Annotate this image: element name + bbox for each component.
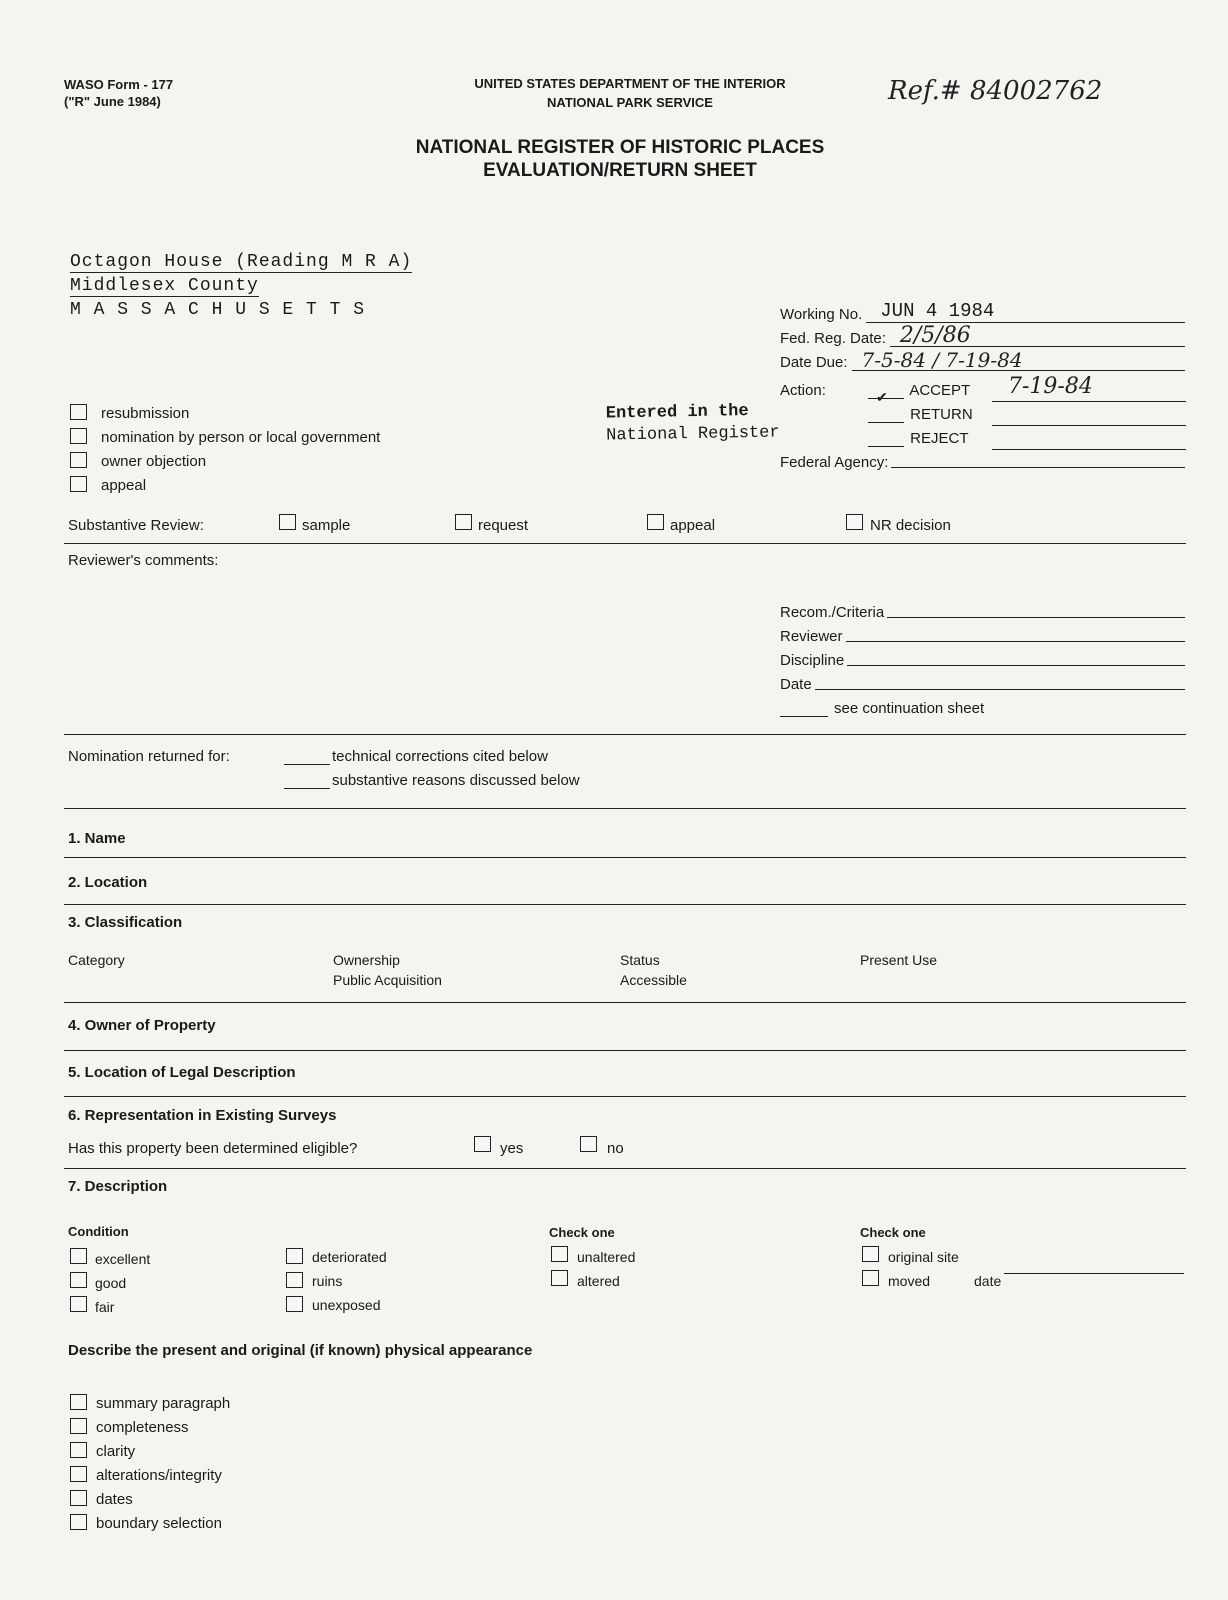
accept-label: ACCEPT bbox=[909, 382, 971, 399]
appearance-label: Describe the present and original (if known) physical appearance bbox=[68, 1342, 533, 1359]
technical-label: technical corrections cited below bbox=[332, 748, 548, 765]
appeal-review-checkbox[interactable] bbox=[647, 514, 664, 530]
section-description: 7. Description bbox=[68, 1178, 168, 1195]
return-label: RETURN bbox=[910, 406, 973, 423]
completeness-checkbox[interactable] bbox=[70, 1418, 87, 1434]
federal-agency-label: Federal Agency: bbox=[780, 454, 889, 471]
status-label: Status bbox=[620, 952, 660, 968]
discipline-label: Discipline bbox=[780, 652, 845, 669]
nr-decision-checkbox[interactable] bbox=[846, 514, 863, 530]
section-location: 2. Location bbox=[68, 874, 148, 891]
divider bbox=[64, 808, 1186, 809]
unaltered-label: unaltered bbox=[577, 1249, 636, 1265]
fed-reg-value: 2/5/86 bbox=[899, 323, 971, 348]
working-no-value: JUN 4 1984 bbox=[880, 300, 995, 322]
divider bbox=[64, 543, 1186, 544]
completeness-label: completeness bbox=[96, 1419, 189, 1436]
section-legal-description: 5. Location of Legal Description bbox=[68, 1064, 296, 1081]
appeal-review-label: appeal bbox=[670, 517, 716, 534]
condition-label: Condition bbox=[68, 1224, 129, 1239]
department: UNITED STATES DEPARTMENT OF THE INTERIOR bbox=[474, 76, 786, 91]
property-name: Octagon House (Reading M R A) bbox=[70, 252, 413, 272]
check-mark-icon: ✔ bbox=[876, 389, 888, 405]
dates-checkbox[interactable] bbox=[70, 1490, 87, 1506]
working-no-row bbox=[780, 302, 1185, 323]
excellent-label: excellent bbox=[95, 1251, 151, 1267]
moved-checkbox[interactable] bbox=[862, 1270, 879, 1286]
alterations-integrity-label: alterations/integrity bbox=[96, 1467, 222, 1484]
reviewer-row bbox=[780, 628, 1185, 645]
ruins-checkbox[interactable] bbox=[286, 1272, 303, 1288]
discipline-row bbox=[780, 652, 1185, 669]
recom-label: Recom./Criteria bbox=[780, 604, 885, 621]
nomination-returned-label: Nomination returned for: bbox=[68, 748, 230, 765]
divider bbox=[64, 734, 1186, 735]
section-owner: 4. Owner of Property bbox=[68, 1017, 216, 1034]
substantive-review-label: Substantive Review: bbox=[68, 517, 204, 534]
appeal-checkbox[interactable] bbox=[70, 476, 87, 492]
divider bbox=[64, 1168, 1186, 1169]
service: NATIONAL PARK SERVICE bbox=[547, 95, 713, 110]
date-due-value: 7-5-84 / 7-19-84 bbox=[861, 348, 1023, 372]
clarity-label: clarity bbox=[96, 1443, 136, 1460]
deteriorated-checkbox[interactable] bbox=[286, 1248, 303, 1264]
moved-label: moved bbox=[888, 1273, 931, 1289]
date-due-row bbox=[780, 350, 1185, 371]
original-site-checkbox[interactable] bbox=[862, 1246, 879, 1262]
owner-objection-label: owner objection bbox=[101, 453, 207, 470]
boundary-selection-label: boundary selection bbox=[96, 1515, 222, 1532]
dates-label: dates bbox=[96, 1491, 133, 1508]
original-site-label: original site bbox=[888, 1249, 959, 1265]
summary-paragraph-checkbox[interactable] bbox=[70, 1394, 87, 1410]
action-label: Action: bbox=[780, 382, 826, 399]
reviewer-comments-label: Reviewer's comments: bbox=[68, 552, 219, 569]
resubmission-label: resubmission bbox=[101, 405, 190, 422]
eligible-no-label: no bbox=[607, 1140, 624, 1157]
sample-label: sample bbox=[302, 517, 351, 534]
eligible-yes-label: yes bbox=[500, 1140, 524, 1157]
divider bbox=[64, 1002, 1186, 1003]
property-state: M A S S A C H U S E T T S bbox=[70, 300, 366, 320]
entered-stamp bbox=[606, 400, 780, 447]
continuation-row bbox=[780, 700, 984, 717]
working-no-label: Working No. bbox=[780, 306, 863, 323]
title-line-1: NATIONAL REGISTER OF HISTORIC PLACES bbox=[415, 137, 825, 158]
unexposed-label: unexposed bbox=[312, 1297, 381, 1313]
alterations-integrity-checkbox[interactable] bbox=[70, 1466, 87, 1482]
section-name: 1. Name bbox=[68, 830, 126, 847]
accept-date: 7-19-84 bbox=[1008, 374, 1093, 399]
request-label: request bbox=[478, 517, 529, 534]
owner-objection-checkbox[interactable] bbox=[70, 452, 87, 468]
check-one-label-2: Check one bbox=[860, 1225, 926, 1240]
date-label: Date bbox=[780, 676, 812, 693]
stamp-line-1: Entered in the bbox=[605, 402, 749, 424]
clarity-checkbox[interactable] bbox=[70, 1442, 87, 1458]
federal-agency-row bbox=[780, 454, 1185, 471]
public-acquisition-label: Public Acquisition bbox=[333, 972, 442, 988]
divider bbox=[64, 857, 1186, 858]
reject-label: REJECT bbox=[910, 430, 969, 447]
summary-paragraph-label: summary paragraph bbox=[96, 1395, 231, 1412]
divider bbox=[64, 1050, 1186, 1051]
substantive-label: substantive reasons discussed below bbox=[332, 772, 580, 789]
eligible-no-checkbox[interactable] bbox=[580, 1136, 597, 1152]
unaltered-checkbox[interactable] bbox=[551, 1246, 568, 1262]
property-county: Middlesex County bbox=[70, 276, 259, 296]
substantive-row bbox=[284, 772, 580, 789]
divider bbox=[64, 904, 1186, 905]
date-due-label: Date Due: bbox=[780, 354, 848, 371]
section-classification: 3. Classification bbox=[68, 914, 183, 931]
boundary-selection-checkbox[interactable] bbox=[70, 1514, 87, 1530]
altered-checkbox[interactable] bbox=[551, 1270, 568, 1286]
appeal-label: appeal bbox=[101, 477, 147, 494]
form-id: WASO Form - 177 bbox=[64, 77, 174, 92]
recom-row bbox=[780, 604, 1185, 621]
category-label: Category bbox=[68, 952, 125, 968]
deteriorated-label: deteriorated bbox=[312, 1249, 387, 1265]
nr-decision-label: NR decision bbox=[870, 517, 951, 534]
accept-check-line bbox=[868, 389, 904, 405]
accept-row bbox=[868, 374, 1186, 405]
check-one-label-1: Check one bbox=[549, 1225, 615, 1240]
excellent-checkbox[interactable] bbox=[70, 1248, 87, 1264]
resubmission-checkbox[interactable] bbox=[70, 404, 87, 420]
reject-row bbox=[868, 430, 1186, 450]
fair-label: fair bbox=[95, 1299, 115, 1315]
nomination-by-person-checkbox[interactable] bbox=[70, 428, 87, 444]
fair-checkbox[interactable] bbox=[70, 1296, 87, 1312]
date-row bbox=[780, 676, 1185, 693]
eligible-yes-checkbox[interactable] bbox=[474, 1136, 491, 1152]
ownership-label: Ownership bbox=[333, 952, 400, 968]
moved-date-label: date bbox=[974, 1273, 1002, 1289]
technical-row bbox=[284, 748, 548, 765]
sample-checkbox[interactable] bbox=[279, 514, 296, 530]
stamp-line-2: National Register bbox=[606, 423, 780, 446]
good-label: good bbox=[95, 1275, 127, 1291]
form-date: ("R" June 1984) bbox=[64, 94, 161, 109]
reviewer-label: Reviewer bbox=[780, 628, 843, 645]
fed-reg-row bbox=[780, 323, 1185, 348]
request-checkbox[interactable] bbox=[455, 514, 472, 530]
nomination-by-person-label: nomination by person or local government bbox=[101, 429, 381, 446]
title-line-2: EVALUATION/RETURN SHEET bbox=[483, 160, 757, 181]
divider bbox=[64, 1096, 1186, 1097]
present-use-label: Present Use bbox=[860, 952, 938, 968]
continuation-label: see continuation sheet bbox=[834, 700, 985, 717]
good-checkbox[interactable] bbox=[70, 1272, 87, 1288]
section-surveys: 6. Representation in Existing Surveys bbox=[68, 1107, 337, 1124]
return-row bbox=[868, 406, 1186, 426]
moved-date-row bbox=[974, 1273, 1184, 1289]
fed-reg-label: Fed. Reg. Date: bbox=[780, 330, 886, 347]
ref-note: Ref.# 84002762 bbox=[888, 76, 1103, 106]
altered-label: altered bbox=[577, 1273, 620, 1289]
eligible-question: Has this property been determined eligible? bbox=[68, 1140, 358, 1157]
ruins-label: ruins bbox=[312, 1273, 343, 1289]
accessible-label: Accessible bbox=[620, 972, 687, 988]
unexposed-checkbox[interactable] bbox=[286, 1296, 303, 1312]
